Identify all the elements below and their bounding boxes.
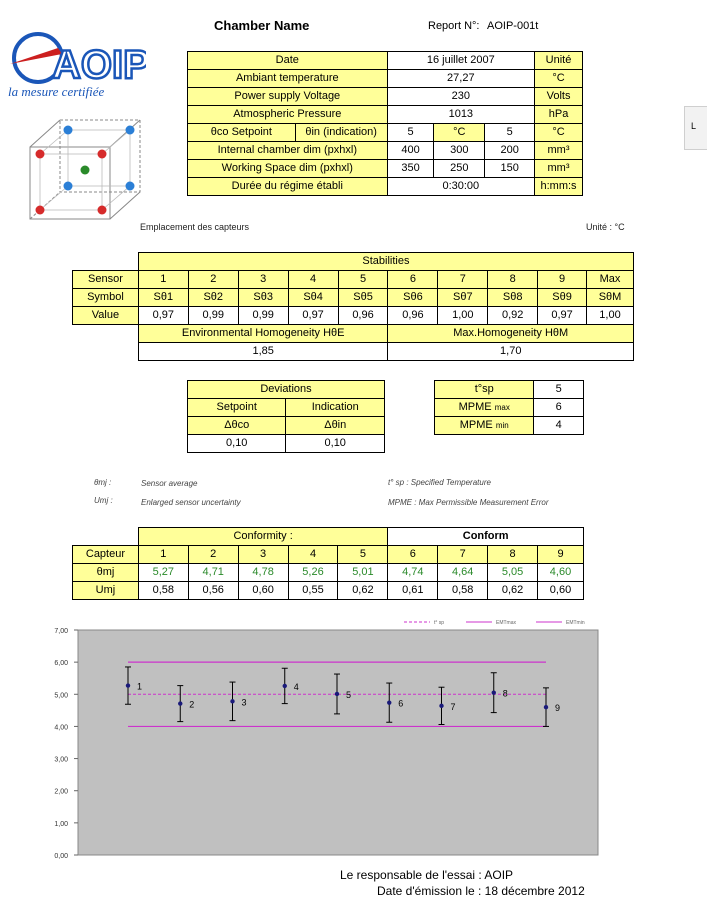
capteur-cell: 5 xyxy=(338,546,388,564)
deviation-setpoint-value: 0,10 xyxy=(188,435,286,453)
mean-label: θmj xyxy=(73,564,139,582)
capteur-cell: 7 xyxy=(438,546,488,564)
indication-unit: °C xyxy=(535,124,583,142)
tagline: la mesure certifiée xyxy=(8,84,105,99)
unit-caption: Unité : °C xyxy=(586,222,625,232)
stabilities-table xyxy=(72,252,634,361)
mpme-description: MPME : Max Permissible Measurement Error xyxy=(388,498,549,507)
env-homogeneity-value: 1,85 xyxy=(138,343,388,361)
conformity-result: Conform xyxy=(388,528,584,546)
side-button-label: L xyxy=(691,121,697,131)
working-dim-label: Working Space dim (pxhxl) xyxy=(188,160,388,178)
data-point xyxy=(178,701,182,705)
max-homogeneity-value: 1,70 xyxy=(388,343,634,361)
mean-cell: 4,64 xyxy=(438,564,488,582)
sensor-cell: 5 xyxy=(338,271,388,289)
point-label: 3 xyxy=(241,697,247,708)
y-tick-label: 6,00 xyxy=(54,660,68,668)
ambient-temp-label: Ambiant temperature xyxy=(188,70,388,88)
side-button[interactable] xyxy=(684,106,707,150)
working-dim-unit: mm³ xyxy=(535,160,583,178)
capteur-cell: 1 xyxy=(138,546,188,564)
point-label: 9 xyxy=(555,703,561,714)
mpme-min-label: MPME min xyxy=(435,417,534,435)
value-cell: 0,97 xyxy=(138,307,188,325)
chamber-name: Chamber Name xyxy=(214,18,310,33)
point-label: 7 xyxy=(450,701,456,712)
umj-cell: 0,55 xyxy=(288,582,338,600)
deviations-title: Deviations xyxy=(188,381,385,399)
umj-cell: 0,56 xyxy=(188,582,238,600)
mean-cell: 5,05 xyxy=(488,564,538,582)
sensor-location-diagram xyxy=(22,112,152,227)
value-cell: 0,96 xyxy=(388,307,438,325)
legend-label: EMTmin xyxy=(566,620,585,626)
tsp-label: t°sp xyxy=(435,381,534,399)
max-homogeneity-label: Max.Homogeneity HθM xyxy=(388,325,634,343)
conformity-chart xyxy=(0,612,707,862)
sensor-location-caption: Emplacement des capteurs xyxy=(140,222,250,232)
pressure-label: Atmospheric Pressure xyxy=(188,106,388,124)
capteur-cell: 2 xyxy=(188,546,238,564)
theta-mj-description: Sensor average xyxy=(141,479,198,488)
test-conditions-table xyxy=(187,51,583,196)
plot-area xyxy=(78,630,598,855)
symbol-cell: Sθ5 xyxy=(338,289,388,307)
mpme-max-label: MPME max xyxy=(435,399,534,417)
voltage-label: Power supply Voltage xyxy=(188,88,388,106)
working-dim-l: 150 xyxy=(485,160,535,178)
symbol-cell: Sθ4 xyxy=(288,289,338,307)
capteur-cell: 8 xyxy=(488,546,538,564)
sensor-cell: 3 xyxy=(238,271,288,289)
value-cell: 1,00 xyxy=(438,307,488,325)
symbol-cell: Sθ7 xyxy=(438,289,488,307)
mpme-max-value: 6 xyxy=(534,399,584,417)
ambient-temp-unit: °C xyxy=(535,70,583,88)
umj-row xyxy=(73,582,584,600)
value-cell: 0,99 xyxy=(188,307,238,325)
symbol-cell: Sθ3 xyxy=(238,289,288,307)
duration-label: Durée du régime établi xyxy=(188,178,388,196)
data-point xyxy=(126,683,130,687)
internal-dim-label: Internal chamber dim (pxhxl) xyxy=(188,142,388,160)
point-label: 6 xyxy=(398,698,404,709)
deviation-indication-label: Indication xyxy=(286,399,385,417)
point-label: 1 xyxy=(137,681,143,692)
value-cell: 1,00 xyxy=(587,307,634,325)
setpoint-label: θco Setpoint xyxy=(188,124,296,142)
data-point xyxy=(283,684,287,688)
umj-cell: 0,58 xyxy=(138,582,188,600)
capteur-cell: 9 xyxy=(538,546,584,564)
y-tick-label: 7,00 xyxy=(54,628,68,635)
deviation-indication-value: 0,10 xyxy=(286,435,385,453)
umj-cell: 0,62 xyxy=(338,582,388,600)
sensor-cell: 2 xyxy=(188,271,238,289)
indication-value: 5 xyxy=(485,124,535,142)
working-dim-h: 250 xyxy=(434,160,485,178)
legend-label: t° sp xyxy=(434,620,445,626)
deviation-setpoint-symbol: Δθco xyxy=(188,417,286,435)
y-tick-label: 5,00 xyxy=(54,692,68,700)
svg-text:AOIP: AOIP xyxy=(52,43,146,87)
sensor-cell: 9 xyxy=(538,271,587,289)
point-label: 2 xyxy=(189,699,195,710)
tsp-description: t° sp : Specified Temperature xyxy=(388,478,491,487)
unit-header: Unité xyxy=(535,52,583,70)
responsible-line: Le responsable de l'essai : AOIP xyxy=(340,868,514,882)
capteur-cell: 3 xyxy=(238,546,288,564)
deviation-setpoint-label: Setpoint xyxy=(188,399,286,417)
report-label: Report N°: xyxy=(428,20,480,32)
data-point xyxy=(544,705,548,709)
setpoint-unit: °C xyxy=(434,124,485,142)
internal-dim-l: 200 xyxy=(485,142,535,160)
stabilities-title: Stabilities xyxy=(138,253,633,271)
y-tick-label: 2,00 xyxy=(54,788,68,796)
symbol-cell: SθM xyxy=(587,289,634,307)
legend-label: EMTmax xyxy=(496,620,516,626)
value-cell: 0,92 xyxy=(488,307,538,325)
umj-cell: 0,61 xyxy=(388,582,438,600)
umj-description: Enlarged sensor uncertainty xyxy=(141,498,241,507)
sensor-label: Sensor xyxy=(73,271,139,289)
stabilities-value-row xyxy=(73,307,634,325)
umj-symbol: Umj : xyxy=(94,496,113,505)
mean-cell: 5,27 xyxy=(138,564,188,582)
mpme-table xyxy=(434,380,584,435)
value-cell: 0,97 xyxy=(538,307,587,325)
mean-cell: 4,60 xyxy=(538,564,584,582)
pressure-value: 1013 xyxy=(387,106,534,124)
value-cell: 0,96 xyxy=(338,307,388,325)
ambient-temp-value: 27,27 xyxy=(387,70,534,88)
sensor-cell: 7 xyxy=(438,271,488,289)
symbol-label: Symbol xyxy=(73,289,139,307)
indication-label: θin (indication) xyxy=(295,124,387,142)
capteur-cell: 6 xyxy=(388,546,438,564)
tsp-value: 5 xyxy=(534,381,584,399)
symbol-cell: Sθ2 xyxy=(188,289,238,307)
conformity-title: Conformity : xyxy=(138,528,387,546)
data-point xyxy=(387,700,391,704)
mpme-min-value: 4 xyxy=(534,417,584,435)
umj-cell: 0,62 xyxy=(488,582,538,600)
conformity-table xyxy=(72,527,584,600)
deviation-indication-symbol: Δθin xyxy=(286,417,385,435)
internal-dim-unit: mm³ xyxy=(535,142,583,160)
sensor-cell: 6 xyxy=(388,271,438,289)
internal-dim-h: 300 xyxy=(434,142,485,160)
capteur-row xyxy=(73,546,584,564)
pressure-unit: hPa xyxy=(535,106,583,124)
symbol-cell: Sθ9 xyxy=(538,289,587,307)
data-point xyxy=(230,699,234,703)
y-tick-label: 0,00 xyxy=(54,853,68,860)
capteur-cell: 4 xyxy=(288,546,338,564)
data-point xyxy=(335,692,339,696)
symbol-cell: Sθ1 xyxy=(138,289,188,307)
sensor-cell: 4 xyxy=(288,271,338,289)
point-label: 8 xyxy=(502,688,508,699)
stabilities-symbol-row xyxy=(73,289,634,307)
mean-cell: 4,71 xyxy=(188,564,238,582)
voltage-value: 230 xyxy=(387,88,534,106)
issue-date-line: Date d'émission le : 18 décembre 2012 xyxy=(377,884,585,898)
y-tick-label: 1,00 xyxy=(54,820,68,828)
report-number: AOIP-001t xyxy=(487,20,539,32)
sensor-cell: 1 xyxy=(138,271,188,289)
umj-cell: 0,58 xyxy=(438,582,488,600)
voltage-unit: Volts xyxy=(535,88,583,106)
mean-cell: 5,26 xyxy=(288,564,338,582)
mean-cell: 4,78 xyxy=(238,564,288,582)
value-cell: 0,97 xyxy=(288,307,338,325)
internal-dim-p: 400 xyxy=(387,142,434,160)
date-label: Date xyxy=(188,52,388,70)
symbol-cell: Sθ6 xyxy=(388,289,438,307)
capteur-label: Capteur xyxy=(73,546,139,564)
umj-cell: 0,60 xyxy=(238,582,288,600)
data-point xyxy=(439,704,443,708)
duration-unit: h:mm:s xyxy=(535,178,583,196)
y-tick-label: 4,00 xyxy=(54,724,68,732)
working-dim-p: 350 xyxy=(387,160,434,178)
value-label: Value xyxy=(73,307,139,325)
setpoint-value: 5 xyxy=(387,124,434,142)
y-tick-label: 3,00 xyxy=(54,756,68,764)
value-cell: 0,99 xyxy=(238,307,288,325)
data-point xyxy=(492,690,496,694)
mean-cell: 4,74 xyxy=(388,564,438,582)
date-value: 16 juillet 2007 xyxy=(387,52,534,70)
env-homogeneity-label: Environmental Homogeneity HθE xyxy=(138,325,388,343)
duration-value: 0:30:00 xyxy=(387,178,534,196)
sensor-cell: Max xyxy=(587,271,634,289)
theta-mj-symbol: θmj : xyxy=(94,478,112,487)
mean-cell: 5,01 xyxy=(338,564,388,582)
umj-cell: 0,60 xyxy=(538,582,584,600)
sensor-cell: 8 xyxy=(488,271,538,289)
deviations-table xyxy=(187,380,385,453)
stabilities-sensor-row xyxy=(73,271,634,289)
point-label: 5 xyxy=(346,689,352,700)
umj-label: Umj xyxy=(73,582,139,600)
mean-row xyxy=(73,564,584,582)
point-label: 4 xyxy=(293,681,299,692)
symbol-cell: Sθ8 xyxy=(488,289,538,307)
